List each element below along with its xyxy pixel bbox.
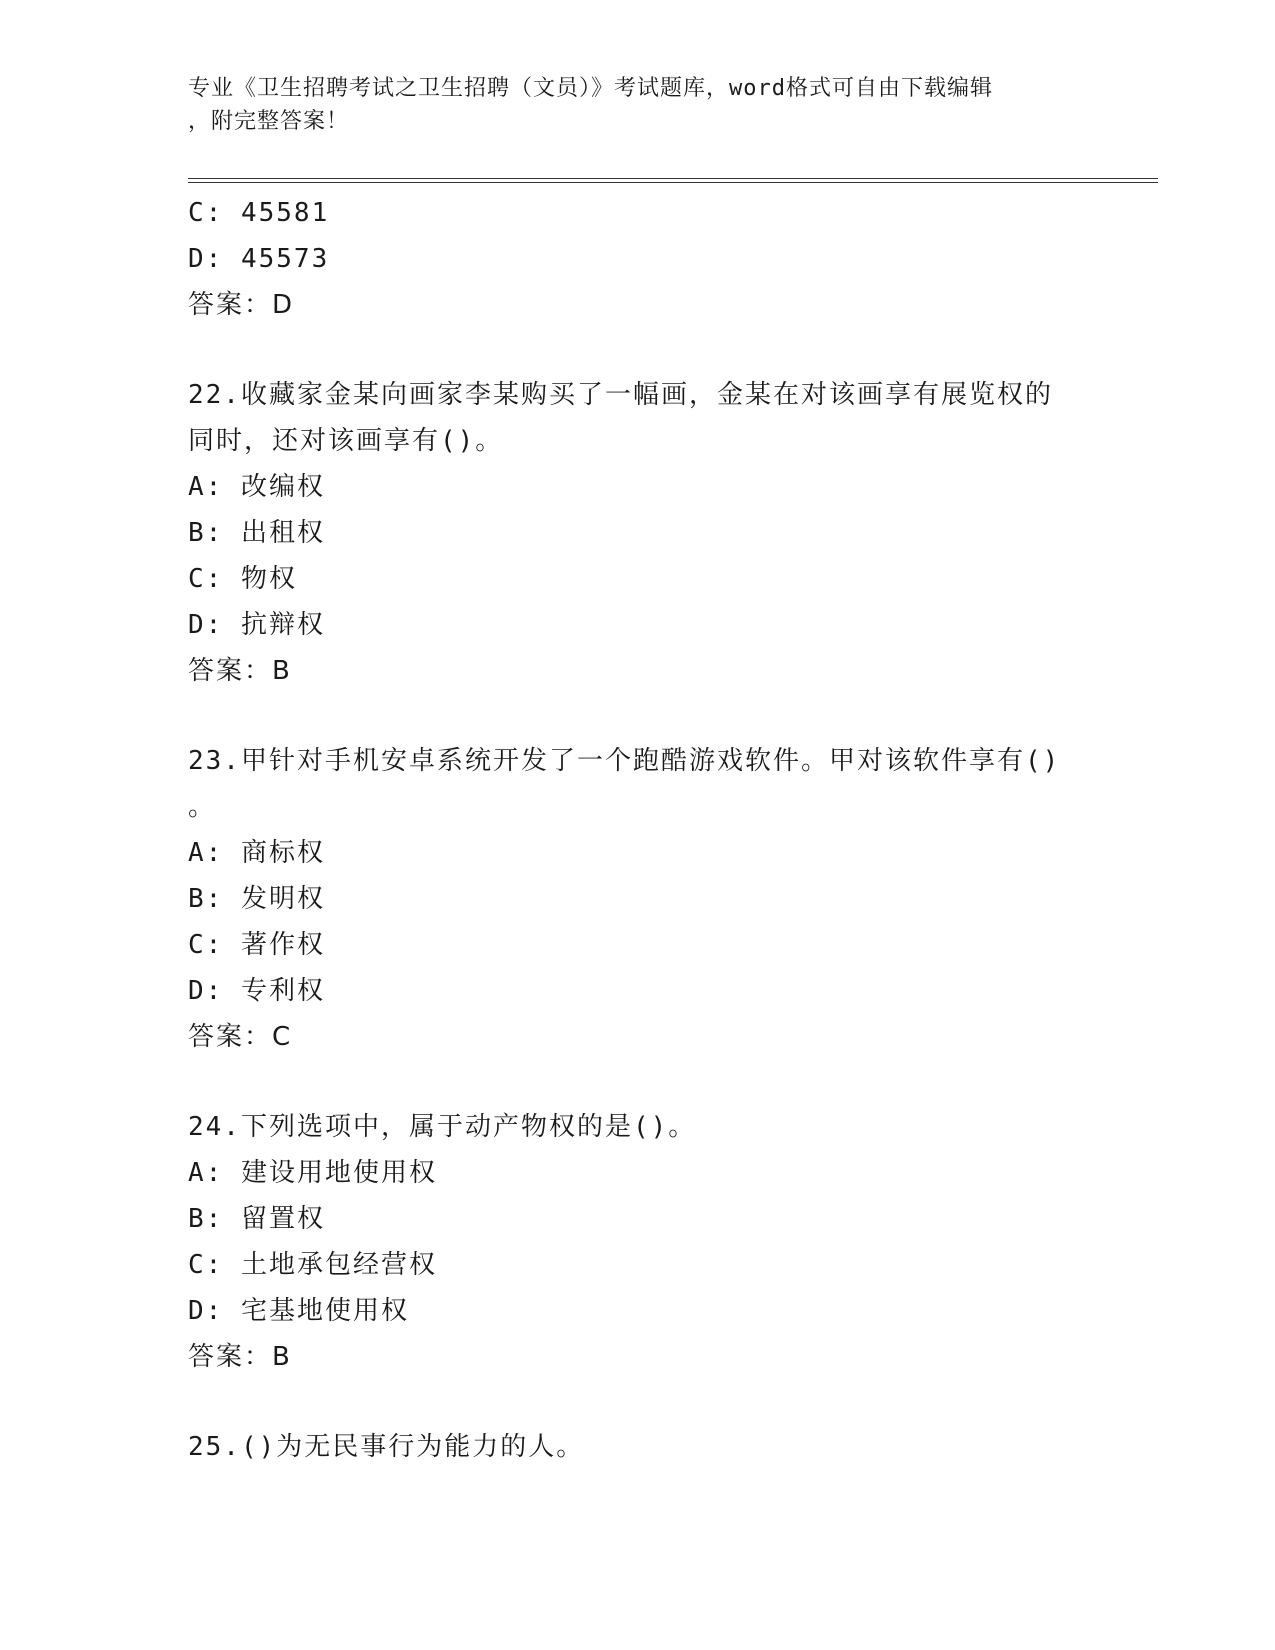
question-21 (188, 190, 1088, 328)
header-line-2: ，附完整答案！ (188, 109, 350, 134)
header-line-1: 专业《卫生招聘考试之卫生招聘（文员）》考试题库，word格式可自由下载编辑 (188, 76, 993, 101)
option-c: C: 物权 (188, 564, 297, 594)
question-stem: 24.下列选项中，属于动产物权的是()。 (188, 1112, 697, 1142)
option-a: A: 商标权 (188, 838, 325, 868)
option-d: D: 专利权 (188, 976, 325, 1006)
question-24 (188, 1104, 1088, 1380)
option-d: D: 45573 (188, 244, 330, 274)
question-23 (188, 738, 1088, 1060)
answer-line: 答案：B (188, 656, 292, 686)
option-c: C: 著作权 (188, 930, 325, 960)
question-list (188, 190, 1088, 1470)
question-stem: 25.()为无民事行为能力的人。 (188, 1432, 585, 1462)
question-stem: 23.甲针对手机安卓系统开发了一个跑酷游戏软件。甲对该软件享有() (188, 746, 1061, 776)
spacer (188, 1380, 1088, 1424)
question-25 (188, 1424, 1088, 1470)
option-c: C: 45581 (188, 198, 330, 228)
option-b: B: 发明权 (188, 884, 325, 914)
question-stem-continued: 同时，还对该画享有()。 (188, 426, 504, 456)
answer-line: 答案：D (188, 290, 295, 320)
option-b: B: 出租权 (188, 518, 325, 548)
question-stem-continued: 。 (188, 792, 217, 822)
option-a: A: 改编权 (188, 472, 325, 502)
option-d: D: 宅基地使用权 (188, 1296, 409, 1326)
header-divider (188, 178, 1158, 183)
spacer (188, 1060, 1088, 1104)
answer-line: 答案：C (188, 1022, 293, 1052)
document-header (188, 72, 1088, 138)
option-d: D: 抗辩权 (188, 610, 325, 640)
question-stem: 22.收藏家金某向画家李某购买了一幅画，金某在对该画享有展览权的 (188, 380, 1053, 410)
answer-line: 答案：B (188, 1342, 292, 1372)
spacer (188, 328, 1088, 372)
option-b: B: 留置权 (188, 1204, 325, 1234)
option-c: C: 土地承包经营权 (188, 1250, 437, 1280)
spacer (188, 694, 1088, 738)
question-22 (188, 372, 1088, 694)
option-a: A: 建设用地使用权 (188, 1158, 437, 1188)
